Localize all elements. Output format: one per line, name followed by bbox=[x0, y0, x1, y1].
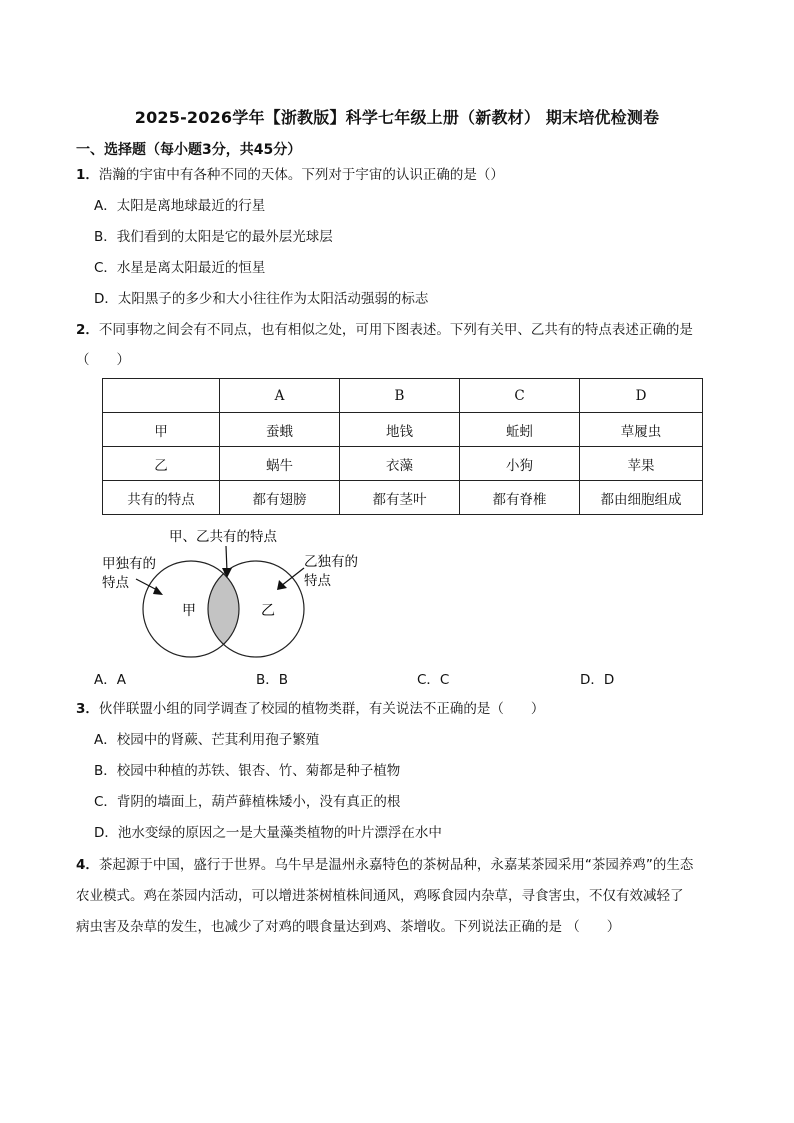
table-cell: 都由细胞组成 bbox=[580, 481, 703, 515]
question-2-answer-d: D．D bbox=[580, 672, 615, 688]
table-row bbox=[103, 413, 703, 447]
question-3-text: 伙伴联盟小组的同学调查了校园的植物类群，有关说法不正确的是（ ） bbox=[98, 701, 545, 717]
question-1-text: 浩瀚的宇宙中有各种不同的天体。下列对于宇宙的认识正确的是（） bbox=[98, 167, 504, 183]
table-cell: 都有茎叶 bbox=[340, 481, 460, 515]
page-title: 2025-2026学年【浙教版】科学七年级上册（新教材） 期末培优检测卷 bbox=[134, 108, 660, 127]
table-cell: 都有翅膀 bbox=[220, 481, 340, 515]
question-1-number: 1． bbox=[76, 167, 99, 183]
question-2-stem bbox=[76, 320, 693, 340]
question-3-stem bbox=[76, 699, 544, 719]
question-2-text: 不同事物之间会有不同点，也有相似之处，可用下图表述。下列有关甲、乙共有的特点表述正确的是 bbox=[98, 322, 693, 338]
table-cell: 共有的特点 bbox=[103, 481, 220, 515]
venn-right-label-line2: 特点 bbox=[304, 573, 331, 589]
question-2-stem-continued: （ ） bbox=[76, 352, 130, 368]
venn-left-label-line2: 特点 bbox=[102, 575, 129, 591]
venn-diagram bbox=[96, 524, 396, 660]
question-2-answer-b: B．B bbox=[256, 672, 289, 688]
table-header-cell: C bbox=[460, 379, 580, 413]
venn-left-arrowhead bbox=[153, 586, 163, 595]
question-1-option-d: D．太阳黑子的多少和大小往往作为太阳活动强弱的标志 bbox=[94, 291, 429, 307]
question-3-option-d: D．池水变绿的原因之一是大量藻类植物的叶片漂浮在水中 bbox=[94, 825, 442, 841]
table-header-cell: A bbox=[220, 379, 340, 413]
venn-left-label-line1: 甲独有的 bbox=[102, 556, 156, 572]
venn-left-circle-label: 甲 bbox=[182, 603, 196, 619]
question-1-option-c: C．水星是离太阳最近的恒星 bbox=[94, 260, 266, 276]
question-2-answer-a: A．A bbox=[94, 672, 126, 688]
table-cell: 蚯蚓 bbox=[460, 413, 580, 447]
table-cell: 蚕蛾 bbox=[220, 413, 340, 447]
table-header-row bbox=[103, 379, 703, 413]
venn-right-arrowhead bbox=[277, 580, 287, 590]
venn-shared-label: 甲、乙共有的特点 bbox=[169, 529, 277, 545]
question-4-text-line1: 茶起源于中国，盛行于世界。乌牛早是温州永嘉特色的茶树品种，永嘉某茶园采用“茶园养鸡”的生态 bbox=[98, 857, 694, 873]
table-cell: 都有脊椎 bbox=[460, 481, 580, 515]
table-cell: 草履虫 bbox=[580, 413, 703, 447]
table-cell: 衣藻 bbox=[340, 447, 460, 481]
section-heading: 一、选择题（每小题3分，共45分） bbox=[76, 142, 302, 158]
table-cell: 小狗 bbox=[460, 447, 580, 481]
venn-right-circle-label: 乙 bbox=[261, 603, 275, 619]
question-3-option-a: A．校园中的肾蕨、芒萁利用孢子繁殖 bbox=[94, 732, 320, 748]
question-3-option-c: C．背阴的墙面上，葫芦藓植株矮小，没有真正的根 bbox=[94, 794, 401, 810]
table-row bbox=[103, 447, 703, 481]
table-cell: 蜗牛 bbox=[220, 447, 340, 481]
question-4-text-line3: 病虫害及杂草的发生，也减少了对鸡的喂食量达到鸡、茶增收。下列说法正确的是 （ ） bbox=[76, 919, 621, 935]
venn-right-label-line1: 乙独有的 bbox=[304, 554, 358, 570]
question-1-option-a: A．太阳是离地球最近的行星 bbox=[94, 198, 266, 214]
question-4-stem bbox=[76, 855, 693, 875]
table-row bbox=[103, 481, 703, 515]
question-4-text-line2: 农业模式。鸡在茶园内活动，可以增进茶树植株间通风，鸡啄食园内杂草，寻食害虫，不仅有效减轻了 bbox=[76, 888, 684, 904]
question-3-number: 3． bbox=[76, 701, 99, 717]
question-3-option-b: B．校园中种植的苏铁、银杏、竹、菊都是种子植物 bbox=[94, 763, 401, 779]
question-1-stem bbox=[76, 165, 504, 185]
table-cell: 乙 bbox=[103, 447, 220, 481]
question-4-number: 4． bbox=[76, 857, 99, 873]
question-2-number: 2． bbox=[76, 322, 99, 338]
table-cell: 苹果 bbox=[580, 447, 703, 481]
table-cell: 地钱 bbox=[340, 413, 460, 447]
table-header-cell: B bbox=[340, 379, 460, 413]
table-cell: 甲 bbox=[103, 413, 220, 447]
comparison-table bbox=[102, 378, 703, 515]
question-2-answers bbox=[94, 668, 734, 688]
table-header-cell bbox=[103, 379, 220, 413]
question-1-option-b: B．我们看到的太阳是它的最外层光球层 bbox=[94, 229, 333, 245]
table-header-cell: D bbox=[580, 379, 703, 413]
question-2-answer-c: C．C bbox=[417, 672, 450, 688]
